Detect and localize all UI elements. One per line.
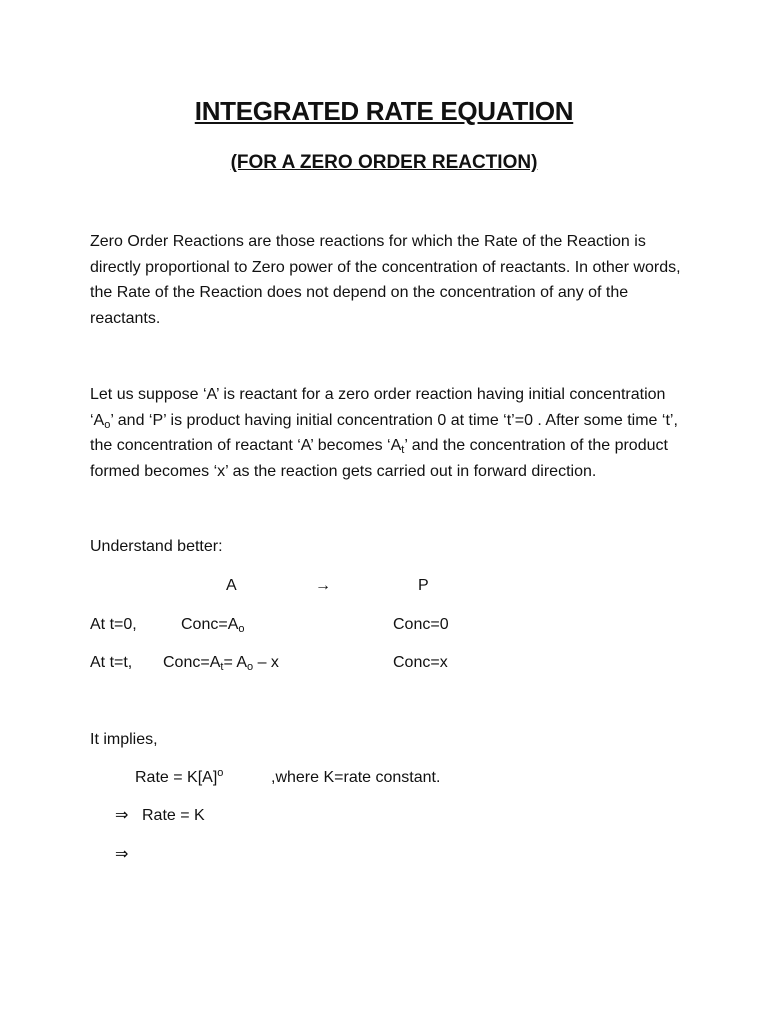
subscript: o	[238, 623, 245, 635]
row-t0-conc-product: Conc=0	[393, 616, 449, 633]
implies-arrow-icon: ⇒	[115, 846, 129, 863]
subscript: o	[104, 418, 111, 431]
conc-text: Conc=A	[163, 654, 221, 671]
superscript: o	[217, 767, 224, 779]
document-subtitle: (FOR A ZERO ORDER REACTION)	[230, 152, 538, 173]
paragraph-text: ’ and the concentration of the product formed becomes ‘x’ as the reaction gets carried out in forward direction.	[90, 437, 668, 480]
understand-heading: Understand better:	[90, 538, 223, 555]
paragraph-definition: Zero Order Reactions are those reactions for which the Rate of the Reaction is directly proportional to Zero power of the concentration of reactants. In other words, the Rate of the Reaction does not depend on the concentration of any of the reactants.	[90, 233, 681, 327]
subscript: o	[247, 661, 254, 673]
conc-text: Conc=A	[181, 616, 239, 633]
row-t0-conc-reactant	[181, 615, 245, 635]
implies-arrow-icon: ⇒	[115, 807, 129, 824]
conc-text: – x	[253, 654, 279, 671]
product-label: P	[418, 577, 429, 594]
row-t0-label: At t=0,	[90, 616, 137, 633]
row-tt-conc-product: Conc=x	[393, 654, 448, 671]
implies-text: It implies,	[90, 731, 158, 748]
row-tt-conc-reactant	[163, 653, 279, 673]
reaction-arrow-icon: →	[315, 577, 331, 594]
subscript: t	[220, 661, 224, 673]
document-title: INTEGRATED RATE EQUATION	[194, 96, 574, 126]
rate-text: Rate = K[A]	[135, 769, 218, 786]
rate-constant-note: ,where K=rate constant.	[271, 769, 441, 786]
rate-equation	[135, 768, 223, 788]
row-tt-label: At t=t,	[90, 654, 133, 671]
rate-equals-k: Rate = K	[142, 807, 205, 824]
reactant-label: A	[226, 577, 237, 594]
paragraph-supposition	[90, 382, 690, 484]
paragraph-text: Let us suppose ‘A’ is reactant for a zero order reaction having initial concentration ‘A	[90, 386, 666, 429]
paragraph-text: ’ and ‘P’ is product having initial concentration 0 at time ‘t’=0 . After some time ‘t’, the concentration of reactant ‘A’ becomes ‘A	[90, 411, 678, 454]
conc-text: = A	[223, 654, 248, 671]
subscript: t	[401, 444, 405, 456]
